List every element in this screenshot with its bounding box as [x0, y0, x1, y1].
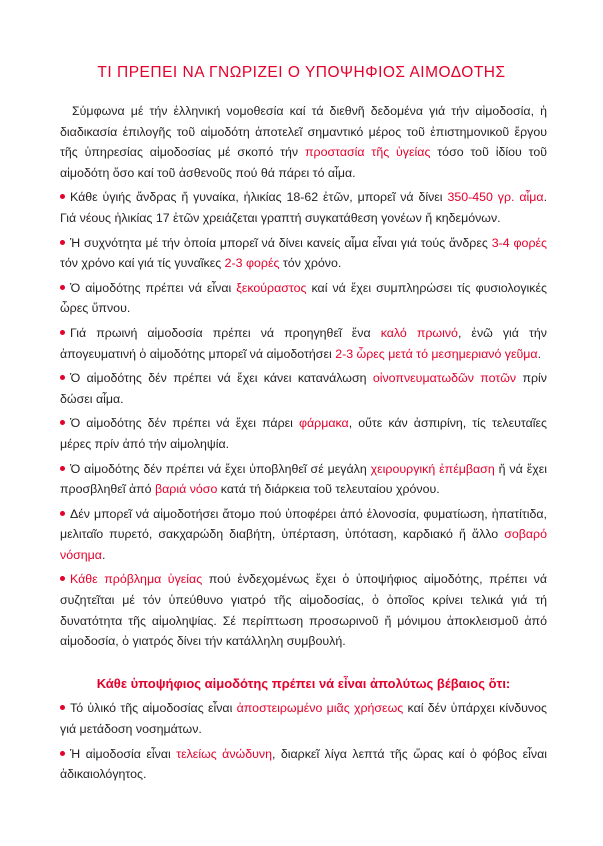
item-text: . Γιά νέους ἡλικίας 17 ἐτῶν χρειάζεται γραπτή συγκατάθεση γονέων ἤ κηδεμόνων. [60, 190, 548, 225]
highlight-text: σοβαρό νόσημα [60, 527, 547, 562]
highlight-text: οἰνοπνευματωδῶν ποτῶν [372, 371, 517, 386]
highlight-text: 3-4 φορές [491, 235, 547, 250]
list-item [60, 744, 547, 785]
list-item [60, 368, 547, 409]
bullet-icon [60, 705, 65, 710]
item-text: , ἐνῶ γιά τήν ἀπογευματινή ὁ αἱμοδότης μπορεῖ νά αἱμοδοτήσει [60, 325, 547, 361]
list-item [60, 187, 547, 228]
item-text: τόν χρόνο. [279, 256, 342, 271]
highlight-text: Κάθε πρόβλημα ὑγείας [70, 572, 203, 587]
item-text: Ἡ αἱμοδοσία εἶναι [70, 746, 177, 761]
bullet-icon [60, 511, 65, 516]
bullet-icon [60, 194, 65, 199]
list-item [60, 278, 547, 319]
bullet-icon [60, 330, 65, 335]
highlight-text: ξεκούραστος [236, 280, 307, 295]
list-item [60, 459, 547, 500]
item-text: Γιά πρωινή αἱμοδοσία πρέπει νά προηγηθεῖ ἕνα [70, 325, 381, 340]
document-body [60, 101, 547, 789]
highlight-text: 350-450 γρ. αἷμα [447, 190, 544, 205]
list-item [60, 569, 547, 651]
item-text: , οὔτε κάν ἀσπιρίνη, τίς τελευταῖες μέρες πρίν ἀπό τήν αἱμοληψία. [60, 416, 547, 451]
highlight-text: τελείως ἀνώδυνη [176, 746, 272, 761]
highlight-text: προστασία τῆς ὑγείας [304, 145, 431, 160]
item-text: κατά τή διάρκεια τοῦ τελευταίου χρόνου. [217, 482, 440, 497]
bullet-icon [60, 375, 65, 380]
intro-text: τόσο τοῦ ἰδίου τοῦ αἱμοδότη ὅσο καί τοῦ ἀσθενοῦς πού θά πάρει τό αἷμα. [60, 145, 548, 180]
item-text: Ὁ αἱμοδότης δέν πρέπει νά ἔχει ὑποβληθεῖ σέ μεγάλη [70, 461, 371, 476]
item-text: Κάθε ὑγιής ἄνδρας ἤ γυναίκα, ἡλικίας 18-62 ἐτῶν, μπορεῖ νά δίνει [70, 190, 448, 205]
item-text: ἤ νά ἔχει προσβληθεῖ ἀπό [60, 461, 547, 497]
list-item [60, 233, 547, 274]
bullet-icon [60, 240, 65, 245]
item-text: καί νά ἔχει συμπληρώσει τίς φυσιολογικές ὧρες ὕπνου. [60, 280, 547, 316]
item-text: . [101, 547, 106, 562]
item-text: Δέν μπορεῖ νά αἱμοδοτήσει ἄτομο πού ὑποφέρει ἀπό ἑλονοσία, φυματίωση, ἡπατίτιδα, μελιταῖο πυρετό, σακχαρώδη διαβήτη, ὑπέρταση, ὑπόταση, καρδιακό ἤ ἄλλο [60, 506, 547, 542]
highlight-text: καλό πρωινό [380, 325, 458, 340]
highlight-text: 2-3 ὧρες μετά τό μεσημεριανό γεῦμα [335, 346, 538, 361]
item-text: , διαρκεῖ λίγα λεπτά τῆς ὥρας καί ὁ φόβος εἶναι ἀδικαιολόγητος. [60, 746, 547, 782]
list-item [60, 413, 547, 454]
bullet-icon [60, 285, 65, 290]
highlight-text: φάρμακα [298, 416, 349, 431]
item-text: Τό ὑλικό τῆς αἱμοδοσίας εἶναι [70, 701, 237, 716]
highlight-text: 2-3 φορές [224, 256, 280, 271]
page-title: ΤΙ ΠΡΕΠΕΙ ΝΑ ΓΝΩΡΙΖΕΙ Ο ΥΠΟΨΗΦΙΟΣ ΑΙΜΟΔΟΤΗΣ [97, 64, 506, 81]
bullet-icon [60, 420, 65, 425]
item-text: Ἡ συχνότητα μέ τήν ὁποία μπορεῖ νά δίνει κανείς αἷμα εἶναι γιά τούς ἄνδρες [70, 235, 492, 250]
highlight-text: χειρουργική ἐπέμβαση [370, 461, 495, 476]
item-text: καί δέν ὑπάρχει κίνδυνος γιά μετάδοση νοσημάτων. [60, 701, 547, 737]
bullet-icon [60, 466, 65, 471]
item-text: πού ἐνδεχομένως ἔχει ὁ ὑποψήφιος αἱμοδότης, πρέπει νά συζητεῖται μέ τόν ὑπεύθυνο γιατρό τῆς αἱμοδοσίας, ὁ ὁποῖος κρίνει τελικά γιά τή δυνατότητα τῆς αἱμοληψίας. Σέ περίπτωση προσωρινοῦ ἤ μόνιμου ἀποκλεισμοῦ ἀπό αἱμοδοσία, ὁ γιατρός δίνει τήν κατάλληλη συμβουλή. [60, 572, 547, 649]
item-text: τόν χρόνο καί γιά τίς γυναῖκες [60, 256, 225, 271]
item-text: Ὁ αἱμοδότης πρέπει νά εἶναι [70, 280, 237, 295]
highlight-text: βαριά νόσο [155, 482, 218, 497]
item-text: . [537, 346, 542, 361]
highlight-text: ἀποστειρωμένο μιᾶς χρήσεως [236, 701, 404, 716]
item-text: Ὁ αἱμοδότης δέν πρέπει νά ἔχει πάρει [70, 416, 299, 431]
section-subtitle: Κάθε ὑποψήφιος αἱμοδότης πρέπει νά εἶναι ἀπολύτως βέβαιος ὅτι: [96, 675, 511, 691]
intro-paragraph [60, 101, 547, 183]
bullet-icon [60, 751, 65, 756]
bullet-icon [60, 576, 65, 581]
list-item [60, 323, 547, 364]
list-item [60, 698, 547, 739]
item-text: Ὁ αἱμοδότης δέν πρέπει νά ἔχει κάνει κατανάλωση [70, 371, 373, 386]
intro-text: Σύμφωνα μέ τήν ἑλληνική νομοθεσία καί τά διεθνῆ δεδομένα γιά τήν αἱμοδοσία, ἡ διαδικασία ἐπιλογῆς τοῦ αἱμοδότη ἀποτελεῖ σημαντικό μέρος τοῦ ἐπιστημονικοῦ ἔργου τῆς ὑπηρεσίας αἱμοδοσίας μέ σκοπό τήν [60, 104, 547, 160]
list-item [60, 504, 547, 566]
item-text: πρίν δώσει αἷμα. [60, 371, 547, 406]
